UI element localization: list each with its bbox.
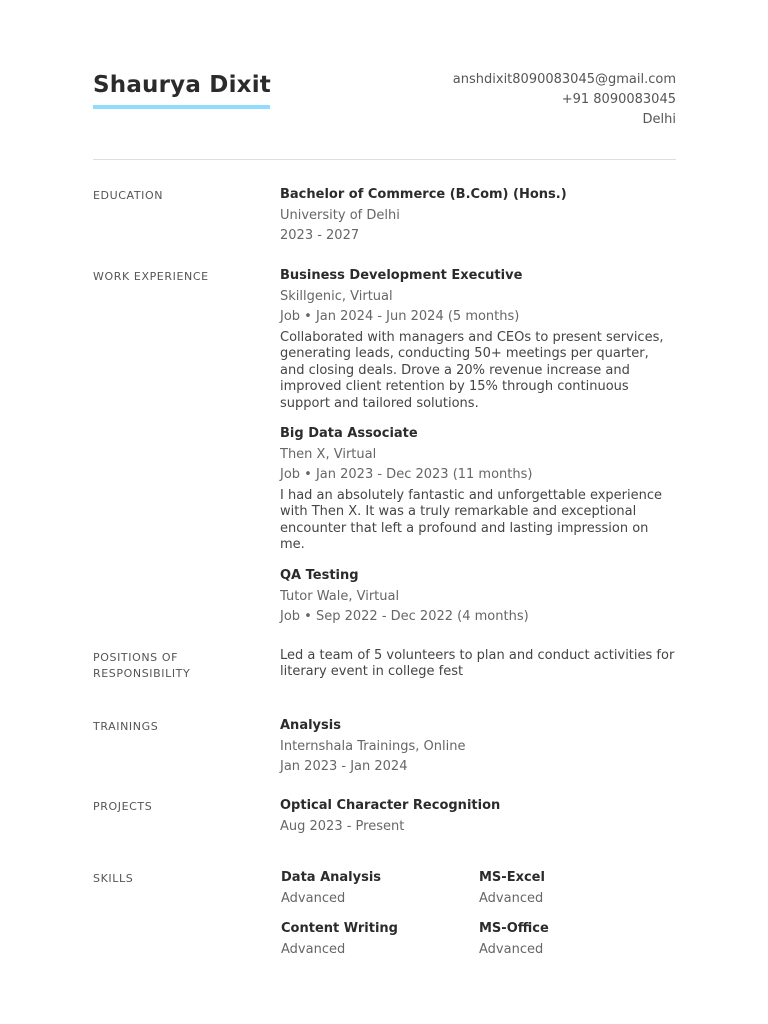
job-description: Collaborated with managers and CEOs to present services, generating leads, conducting 50+ meetings per quarter, and closing deals. Drove a 20% revenue increase and improved client retention by 15% through continuous support and tailored solutions. [280,330,664,411]
work-experience-label: WORK EXPERIENCE [93,270,209,283]
training-provider: Internshala Trainings, Online [280,739,466,754]
resume-header [93,70,676,130]
job-meta: Job • Sep 2022 - Dec 2022 (4 months) [280,608,529,624]
project-title: Optical Character Recognition [280,798,501,813]
job-company: Then X, Virtual [280,447,377,463]
name-underline [93,105,270,109]
projects-label: PROJECTS [93,800,153,813]
skill-item [281,869,471,909]
skills-label: SKILLS [93,872,134,885]
job-company: Skillgenic, Virtual [280,289,393,304]
job-company: Tutor Wale, Virtual [280,588,400,604]
skill-level: Advanced [281,942,346,957]
positions-label: POSITIONS OF RESPONSIBILITY [93,651,191,680]
training-title: Analysis [280,718,341,733]
skill-name: MS-Excel [479,870,545,885]
email-link[interactable]: anshdixit8090083045@gmail.com [452,72,676,87]
job-entry [280,425,677,554]
degree-title: Bachelor of Commerce (B.Com) (Hons.) [280,187,567,202]
work-experience-body [280,267,677,627]
job-title: Business Development Executive [280,268,523,283]
job-meta: Job • Jan 2024 - Jun 2024 (5 months) [280,309,520,324]
education-body [280,186,677,246]
project-dates: Aug 2023 - Present [280,819,405,834]
job-description: I had an absolutely fantastic and unforgettable experience with Then X. It was a truly remarkable and exceptional encounter that left a profound and lasting impression on me. [280,488,663,553]
skill-item [479,920,669,960]
trainings-label: TRAININGS [93,720,159,733]
education-label: EDUCATION [93,189,164,202]
positions-body [280,648,677,681]
skill-level: Advanced [281,891,346,906]
skill-level: Advanced [479,891,544,906]
skill-name: Content Writing [281,921,398,936]
candidate-name: Shaurya Dixit [93,72,271,98]
header-divider [93,159,676,160]
skill-level: Advanced [479,942,544,957]
job-title: Big Data Associate [280,426,418,442]
institution: University of Delhi [280,208,400,223]
education-years: 2023 - 2027 [280,228,360,243]
contact-info [453,70,676,130]
trainings-body [280,717,677,777]
projects-body [280,797,677,837]
phone-text: +91 8090083045 [561,92,676,107]
job-title: QA Testing [280,567,359,583]
training-dates: Jan 2023 - Jan 2024 [280,759,408,774]
job-meta: Job • Jan 2023 - Dec 2023 (11 months) [280,467,533,483]
positions-text: Led a team of 5 volunteers to plan and conduct activities for literary event in college fest [280,648,675,680]
skill-name: Data Analysis [281,870,382,885]
skill-item [281,920,471,960]
skill-item [479,869,669,909]
job-entry [280,567,677,627]
location-text: Delhi [642,112,676,127]
job-entry [280,267,677,412]
skill-name: MS-Office [479,921,549,936]
